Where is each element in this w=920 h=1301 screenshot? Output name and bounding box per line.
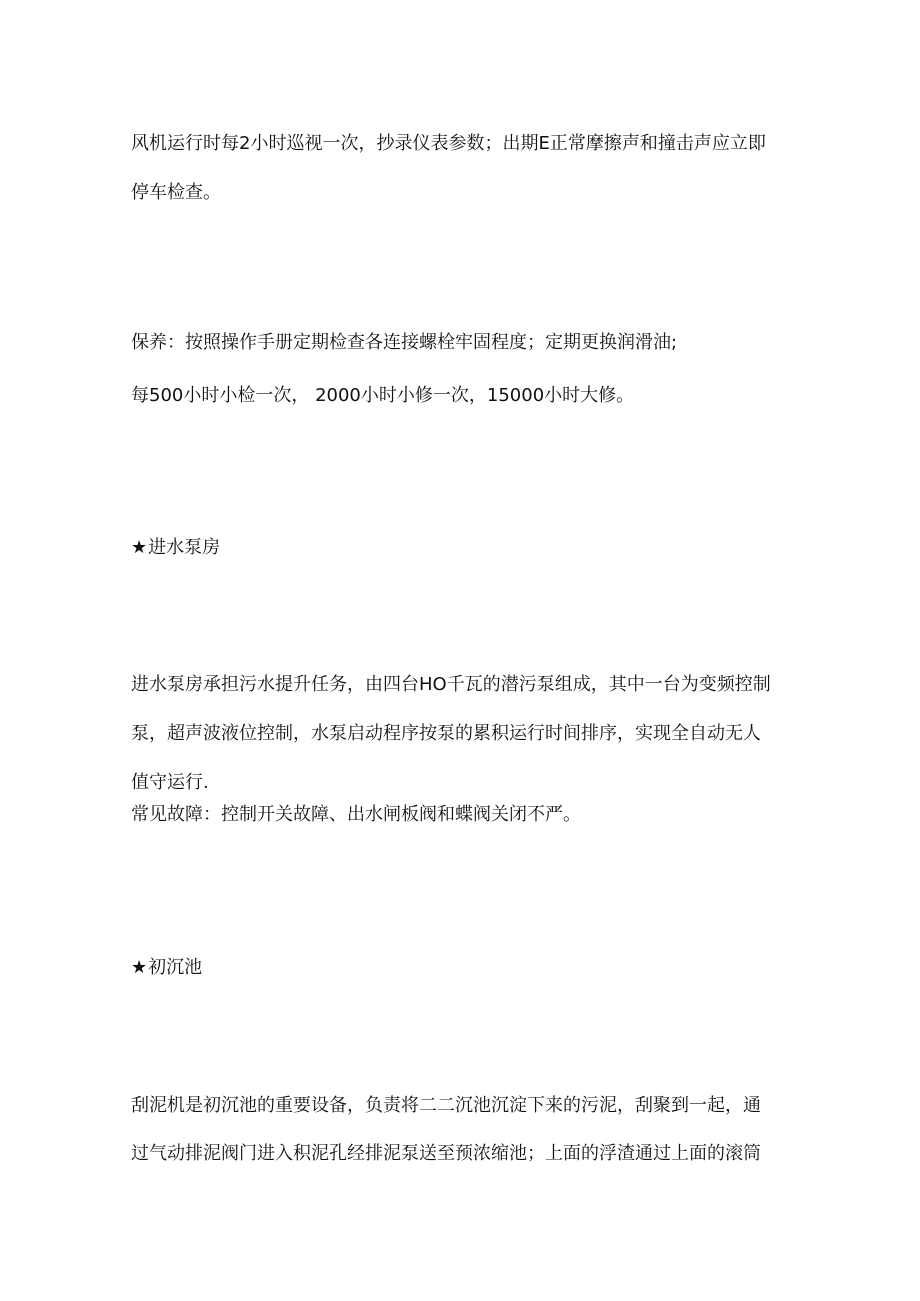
paragraph-pump-house-line-3: 值守运行.	[131, 772, 209, 793]
paragraph-pump-house-line-1: 进水泵房承担污水提升任务，由四台HO千瓦的潜污泵组成，其中一台为变频控制	[131, 674, 771, 695]
section-title-primary-clarifier: 初沉池	[148, 957, 203, 978]
paragraph-pump-house-line-2: 泵，超声波液位控制，水泵启动程序按泵的累积运行时间排序，实现全自动无人	[131, 723, 761, 744]
section-heading-pump-house	[131, 536, 811, 560]
section-title-pump-house: 进水泵房	[148, 537, 221, 558]
paragraph-clarifier-line-2: 过气动排泥阀门进入积泥孔经排泥泵送至预浓缩池；上面的浮渣通过上面的滚筒	[131, 1143, 761, 1164]
paragraph-maintenance-line-1: 保养：按照操作手册定期检查各连接螺栓牢固程度；定期更换润滑油;	[131, 332, 678, 353]
paragraph-pump-house-line-4: 常见故障：控制开关故障、出水闸板阀和蝶阀关闭不严。	[131, 804, 581, 825]
paragraph-clarifier-line-1: 刮泥机是初沉池的重要设备，负责将二二沉池沉淀下来的污泥，刮聚到一起，通	[131, 1095, 761, 1116]
paragraph-fan-line-2: 停车检查。	[131, 182, 221, 203]
paragraph-fan-line-1: 风机运行时每2小时巡视一次，抄录仪表参数；出期E正常摩擦声和撞击声应立即	[131, 133, 766, 154]
star-icon: ★	[131, 957, 148, 978]
paragraph-maintenance-line-2: 每500小时小检一次， 2000小时小修一次，15000小时大修。	[131, 385, 635, 406]
section-heading-primary-clarifier	[131, 956, 811, 980]
star-icon: ★	[131, 537, 148, 558]
